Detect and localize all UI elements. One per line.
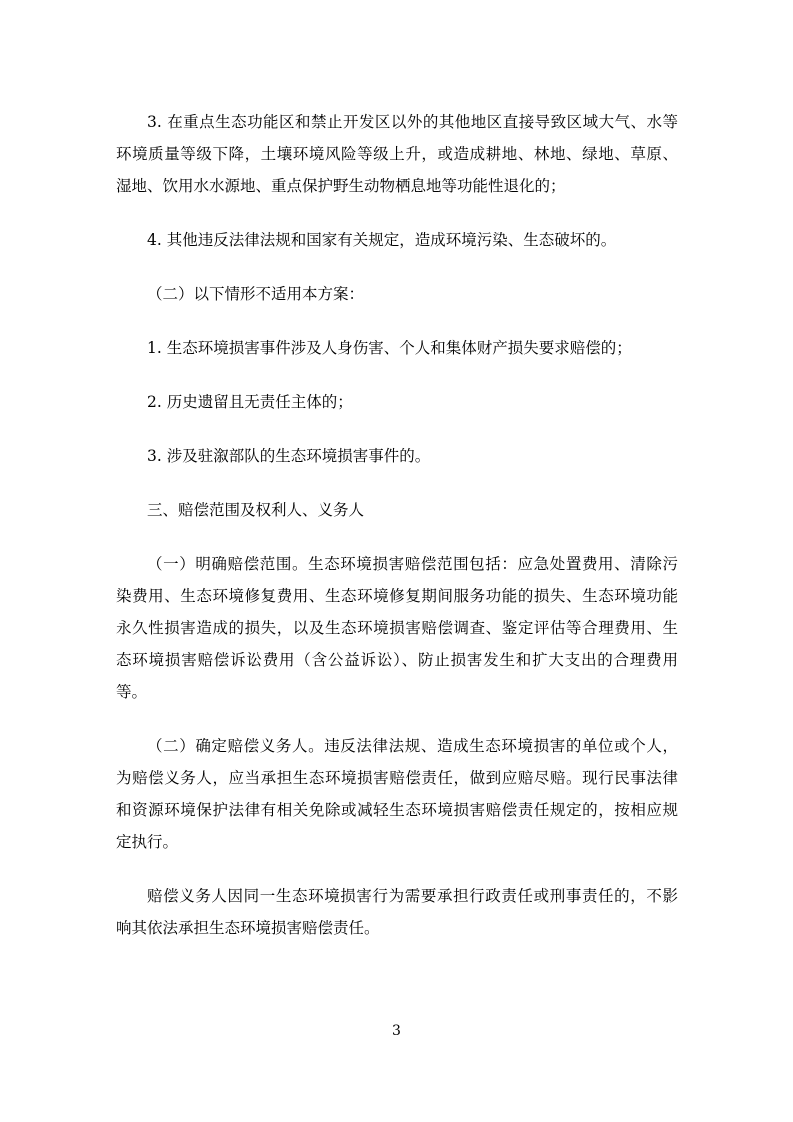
text-line: 4. 其他违反法律法规和国家有关规定，造成环境污染、生态破坏的。 [147, 231, 617, 249]
para-exclusion-item-3 [116, 440, 678, 472]
para-compensation-scope [116, 548, 678, 708]
text-line: 3. 在重点生态功能区和禁止开发区以外的其他地区直接导致区域大气、水等 [147, 113, 678, 131]
text-line: 染费用、生态环境修复费用、生态环境修复期间服务功能的损失、生态环境功能 [116, 587, 678, 605]
text-line: 湿地、饮用水水源地、重点保护野生动物栖息地等功能性退化的； [116, 177, 566, 195]
text-line: 永久性损害造成的损失，以及生态环境损害赔偿调查、鉴定评估等合理费用、生 [116, 619, 678, 637]
text-line: 2. 历史遗留且无责任主体的； [147, 393, 353, 411]
para-exclusions-header [116, 278, 678, 310]
text-line: 态环境损害赔偿诉讼费用（含公益诉讼）、防止损害发生和扩大支出的合理费用 [116, 651, 678, 669]
para-applicable-item-4 [116, 224, 678, 256]
text-line: 三、赔偿范围及权利人、义务人 [147, 501, 365, 519]
text-line: （二）确定赔偿义务人。违反法律法规、造成生态环境损害的单位或个人， [147, 737, 678, 755]
text-line: 3. 涉及驻溆部队的生态环境损害事件的。 [147, 447, 431, 465]
page-footer [0, 1022, 793, 1040]
text-line: 为赔偿义务人，应当承担生态环境损害赔偿责任，做到应赔尽赔。现行民事法律 [116, 769, 678, 787]
text-line: 环境质量等级下降，土壤环境风险等级上升，或造成耕地、林地、绿地、草原、 [116, 145, 678, 163]
document-body [116, 106, 678, 966]
para-applicable-item-3 [116, 106, 678, 202]
text-line: （二）以下情形不适用本方案： [147, 285, 365, 303]
text-line: （一）明确赔偿范围。生态环境损害赔偿范围包括：应急处置费用、清除污 [147, 555, 678, 573]
text-line: 定执行。 [116, 833, 179, 851]
text-line: 等。 [116, 683, 148, 701]
text-line: 1. 生态环境损害事件涉及人身伤害、个人和集体财产损失要求赔偿的； [147, 339, 632, 357]
para-exclusion-item-1 [116, 332, 678, 364]
heading-section-3 [116, 494, 678, 526]
text-line: 赔偿义务人因同一生态环境损害行为需要承担行政责任或刑事责任的，不影 [147, 887, 678, 905]
para-liability-note [116, 880, 678, 944]
para-obligor-determination [116, 730, 678, 858]
text-line: 和资源环境保护法律有相关免除或减轻生态环境损害赔偿责任规定的，按相应规 [116, 801, 678, 819]
para-exclusion-item-2 [116, 386, 678, 418]
page-number: 3 [392, 1023, 401, 1039]
text-line: 响其依法承担生态环境损害赔偿责任。 [116, 919, 380, 937]
